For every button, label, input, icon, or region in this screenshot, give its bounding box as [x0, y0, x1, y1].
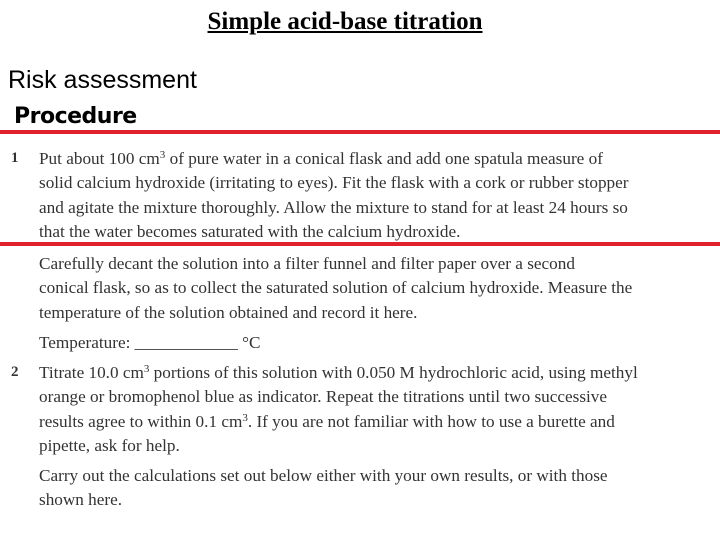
risk-assessment-heading: Risk assessment [8, 66, 197, 94]
text-line: temperature of the solution obtained and record it here. [39, 302, 418, 322]
text-line: Carefully decant the solution into a filter funnel and filter paper over a second [39, 254, 575, 273]
top-red-rule [0, 130, 720, 134]
superscript: 3 [242, 411, 248, 424]
step-number: 2 [11, 364, 19, 380]
step-1-paragraph-1 [39, 147, 705, 244]
text-line: Put about 100 $cm^3$ of pure water in a conical flask and add one spatula measure of [39, 149, 603, 168]
superscript: 3 [159, 149, 166, 161]
text-line: Titrate 10.0 $cm^3$ portions of this solution with 0.050 M hydrochloric acid, using methyl [39, 363, 638, 382]
text-line: that the water becomes saturated with the calcium hydroxide. [39, 221, 461, 241]
text-line: and agitate the mixture thoroughly. Allow the mixture to stand for at least 24 hours so [39, 197, 628, 217]
text-line: shown here. [39, 490, 123, 510]
text-line: solid calcium hydroxide (irritating to eyes). Fit the flask with a cork or rubber stopper [39, 173, 629, 193]
step-1-paragraph-2 [39, 252, 705, 325]
superscript: 3 [143, 363, 150, 375]
text-line: orange or bromophenol blue as indicator. Repeat the titrations until two successive [39, 387, 608, 407]
temperature-field [39, 331, 705, 355]
procedure-heading: Procedure [14, 104, 137, 129]
text-line: Carry out the calculations set out below either with your own results, or with those [39, 466, 608, 485]
text-line: pipette, ask for help. [39, 435, 180, 455]
step-2-paragraph-2 [39, 464, 705, 513]
step-number: 1 [11, 150, 19, 166]
text-line: results agree to within 0.1 $cm^3$. If you are not familiar with how to use a burette and [39, 411, 615, 431]
step-2-paragraph-1 [39, 361, 705, 458]
text-line: conical flask, so as to collect the saturated solution of calcium hydroxide. Measure the [39, 278, 633, 298]
page-title: Simple acid-base titration [207, 8, 483, 35]
text-line: Temperature: ____________ °C [39, 333, 261, 352]
